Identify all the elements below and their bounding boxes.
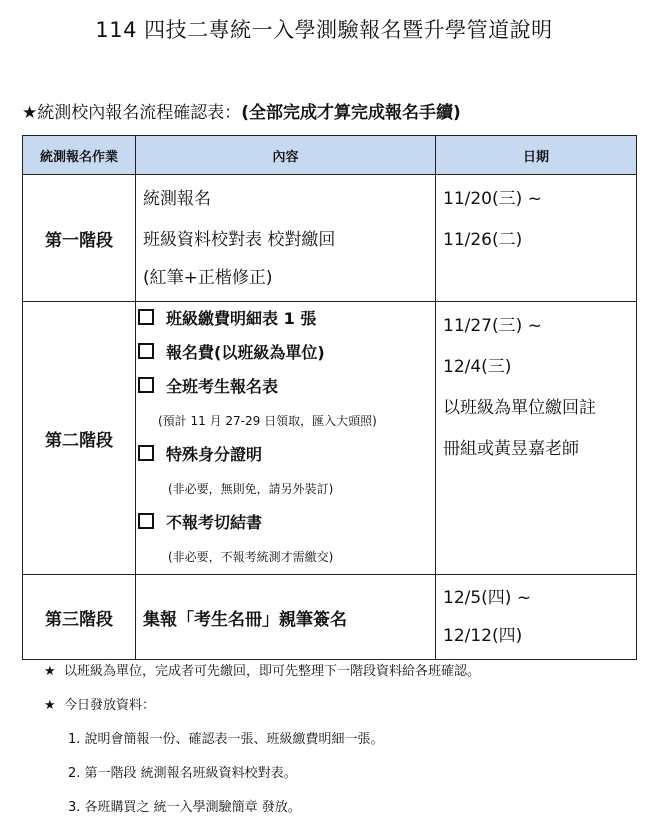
stage2-date-line: 冊組或黃昱嘉老師 — [443, 439, 579, 459]
table-row-stage3 — [23, 575, 637, 660]
section-heading — [22, 98, 461, 123]
stage1-date — [436, 175, 637, 302]
stage2-date-line: 以班級為單位繳回註 — [443, 398, 596, 418]
checklist-item-label: 不報考切結書 — [166, 513, 263, 532]
checklist-item-label: 班級繳費明細表 1 張 — [166, 309, 317, 328]
stage3-content: 集報「考生名冊」親筆簽名 — [136, 575, 436, 660]
registration-table — [22, 135, 637, 660]
footer-note-text: 今日發放資料： — [64, 698, 156, 713]
section-heading-prefix: ★統測校內報名流程確認表： — [22, 103, 242, 123]
stage2-content — [136, 302, 436, 575]
checklist-item-label: 全班考生報名表 — [166, 377, 279, 396]
checklist-item — [138, 506, 435, 540]
checklist-item — [138, 438, 435, 472]
header-date: 日期 — [436, 136, 637, 175]
star-icon: ★ — [44, 664, 56, 679]
stage1-content-line: 統測報名 — [143, 189, 211, 209]
table-row-stage2 — [23, 302, 637, 575]
checkbox-icon — [138, 445, 154, 461]
stage3-name: 第三階段 — [23, 575, 136, 660]
footer-note — [44, 689, 480, 723]
stage1-content-line: (紅筆+正楷修正) — [143, 268, 273, 288]
checklist-item-label: 特殊身分證明 — [166, 445, 263, 464]
checklist-note: (預計 11 月 27-29 日領取，匯入大頭照) — [158, 414, 377, 428]
stage2-date-line: 11/27(三) ~ — [443, 316, 542, 336]
checklist-item — [138, 302, 435, 336]
star-icon: ★ — [44, 698, 56, 713]
list-item: 3. 各班購買之 統一入學測驗簡章 發放。 — [68, 800, 301, 815]
footer-note — [44, 655, 480, 689]
list-item: 2. 第一階段 統測報名班級資料校對表。 — [68, 766, 297, 781]
stage1-content — [136, 175, 436, 302]
checkbox-icon — [138, 513, 154, 529]
footer-note-text: 以班級為單位，完成者可先繳回，即可先整理下一階段資料給各班確認。 — [64, 664, 481, 679]
checkbox-icon — [138, 377, 154, 393]
checklist-item-label: 報名費(以班級為單位) — [166, 343, 325, 362]
stage1-content-line: 班級資料校對表 校對繳回 — [143, 230, 336, 250]
footer-notes — [44, 655, 480, 825]
section-heading-emphasis: (全部完成才算完成報名手續) — [241, 103, 461, 123]
stage3-date-line: 12/5(四) ~ — [443, 588, 532, 608]
checklist-item — [138, 336, 435, 370]
stage2-date — [436, 302, 637, 575]
stage2-date-line: 12/4(三) — [443, 357, 512, 377]
checklist-note: (非必要，不報考統測才需繳交) — [168, 550, 334, 564]
header-task: 統測報名作業 — [23, 136, 136, 175]
table-row-stage1 — [23, 175, 637, 302]
checklist-item — [138, 370, 435, 404]
stage3-date — [436, 575, 637, 660]
stage1-name: 第一階段 — [23, 175, 136, 302]
stage2-name: 第二階段 — [23, 302, 136, 575]
stage3-date-line: 12/12(四) — [443, 626, 523, 646]
checkbox-icon — [138, 309, 154, 325]
checkbox-icon — [138, 343, 154, 359]
header-content: 內容 — [136, 136, 436, 175]
stage1-date-line: 11/20(三) ~ — [443, 189, 542, 209]
checklist-note: (非必要，無則免，請另外裝訂) — [168, 482, 334, 496]
table-header-row — [23, 136, 637, 175]
list-item: 1. 說明會簡報一份、確認表一張、班級繳費明細一張。 — [68, 732, 384, 747]
stage1-date-line: 11/26(二) — [443, 230, 523, 250]
page-title: 114 四技二專統一入學測驗報名暨升學管道說明 — [95, 18, 553, 42]
